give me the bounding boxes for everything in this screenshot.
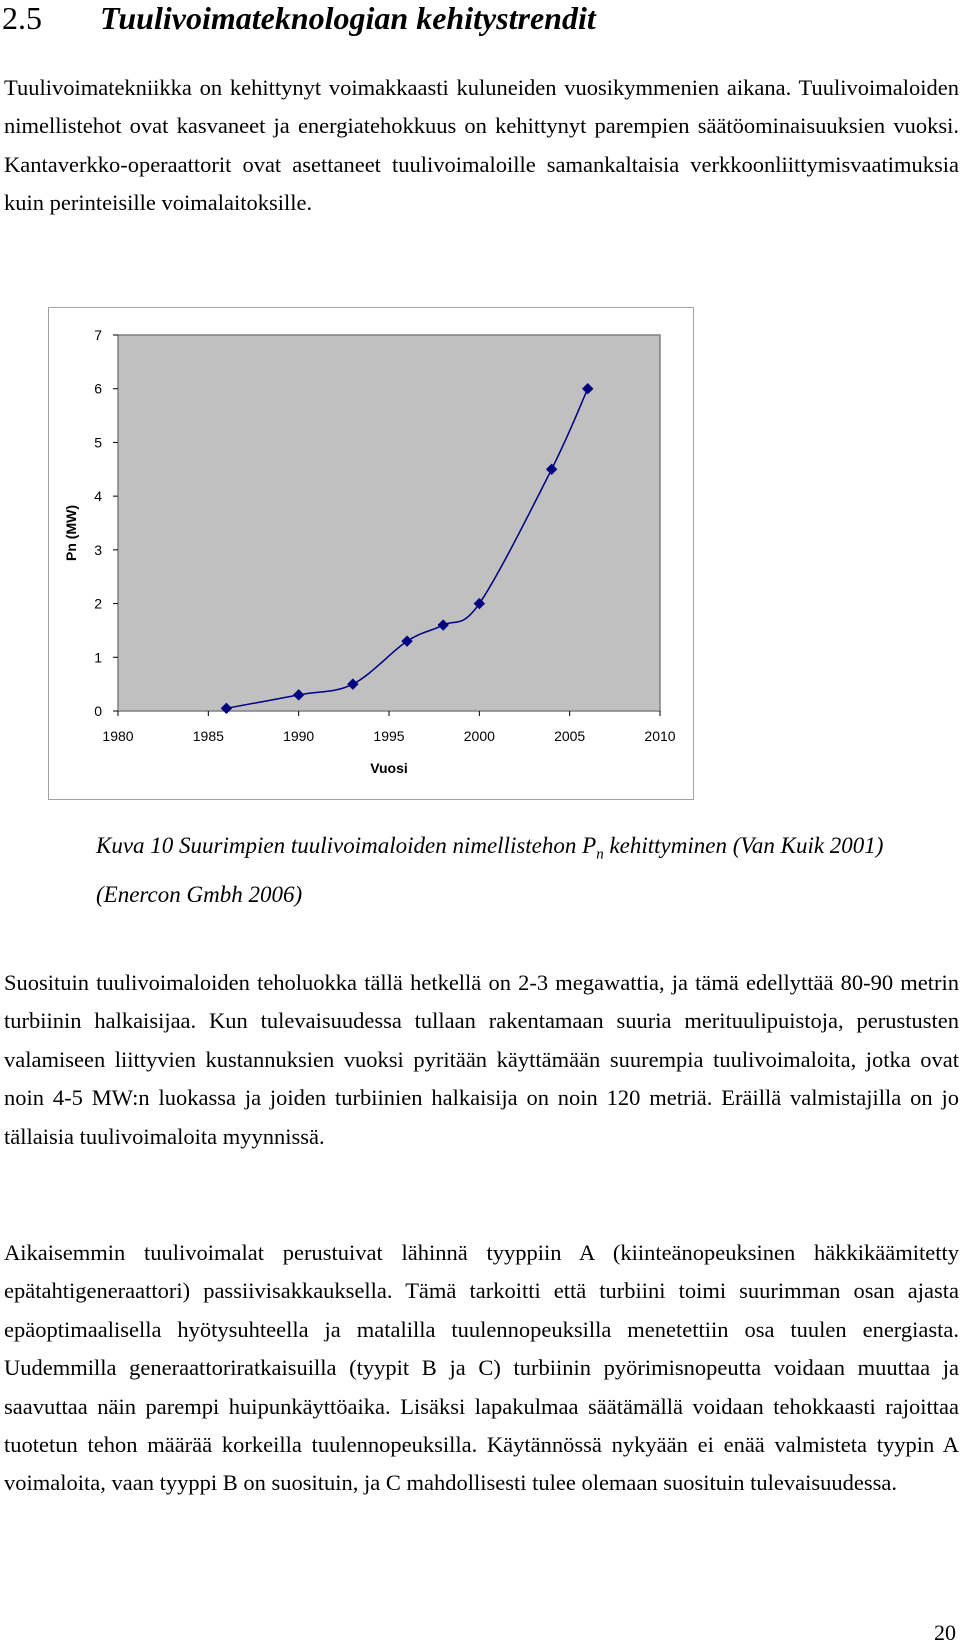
x-tick-label: 1980 (102, 728, 134, 744)
y-tick-label: 2 (94, 595, 102, 612)
x-axis-title: Vuosi (370, 760, 408, 776)
y-tick-label: 4 (94, 488, 102, 505)
paragraph-intro: Tuulivoimatekniikka on kehittynyt voimakkaasti kuluneiden vuosikymmenien aikana. Tuulivoimaloiden nimellistehot ovat kasvaneet ja energiatehokkuus on kehittynyt parempien säätöominaisuuksien vuoksi. Kantaverkko-operaattorit ovat asettaneet tuulivoimaloille samankaltaisia verkkoonliittymisvaatimuksia kuin perinteisille voimalaitoksille. (4, 75, 959, 216)
plot-area (118, 335, 660, 711)
y-tick-label: 3 (94, 541, 102, 558)
y-tick-label: 7 (94, 327, 102, 343)
paragraph-generator-types: Aikaisemmin tuulivoimalat perustuivat lähinnä tyyppiin A (kiinteänopeuksinen häkkikäämitetty epätahtigeneraattori) passiivisakkauksella. Tämä tarkoitti että turbiini toimi suurimman osan ajasta epäoptimaalisella hyötysuhteella ja matalilla tuulennopeuksilla menetettiin osa tuulen energiasta. Uudemmilla generaattoriratkaisuilla (tyypit B ja C) turbiinin pyörimisnopeutta voidaan muuttaa ja saavuttaa näin parempi huipunkäyttöaika. Lisäksi lapakulmaa säätämällä voidaan tehokkaasti rajoittaa tuotetun tehon määrää korkeilla tuulennopeuksilla. Käytännössä nykyään ei enää valmisteta tyypin A voimaloita, vaan tyyppi B on suosituin, ja C mahdollisesti tulee olemaan suosituin tulevaisuudessa. (4, 1240, 959, 1496)
caption-prefix: Kuva 10 Suurimpien tuulivoimaloiden nimellistehon P (96, 833, 597, 858)
y-tick-label: 0 (94, 703, 102, 719)
section-title: Tuulivoimateknologian kehitystrendit (100, 0, 596, 36)
caption-subscript: n (596, 846, 604, 863)
x-tick-label: 1995 (373, 728, 405, 744)
x-tick-label: 1990 (283, 728, 315, 744)
section-number: 2.5 (2, 0, 42, 36)
caption-suffix: kehittyminen (Van Kuik 2001) (Enercon Gmbh 2006) (96, 833, 884, 907)
line-chart (48, 307, 694, 800)
x-tick-label: 1985 (192, 728, 224, 744)
section-heading (2, 0, 596, 37)
y-axis-title: Pn (MW) (63, 505, 79, 561)
y-tick-label: 6 (94, 380, 102, 397)
x-tick-label: 2010 (644, 728, 676, 744)
x-tick-label: 2000 (463, 728, 495, 744)
y-tick-label: 5 (94, 434, 102, 451)
x-tick-label: 2005 (554, 728, 586, 744)
y-tick-label: 1 (94, 649, 102, 666)
paragraph-size-class: Suosituin tuulivoimaloiden teholuokka tällä hetkellä on 2-3 megawattia, ja tämä edellyttää 80-90 metrin turbiinin halkaisijaa. Kun tulevaisuudessa tullaan rakentamaan suuria merituulipuistoja, perustusten valamiseen liittyvien kustannuksien vuoksi pyritään käyttämään suurempia tuulivoimaloita, jotka ovat noin 4-5 MW:n luokassa ja joiden turbiinien halkaisija on noin 120 metriä. Eräillä valmistajilla on jo tällaisia tuulivoimaloita myynnissä. (4, 970, 959, 1149)
chart-figure (48, 307, 694, 800)
figure-caption (96, 826, 960, 914)
page-number: 20 (934, 1620, 956, 1645)
